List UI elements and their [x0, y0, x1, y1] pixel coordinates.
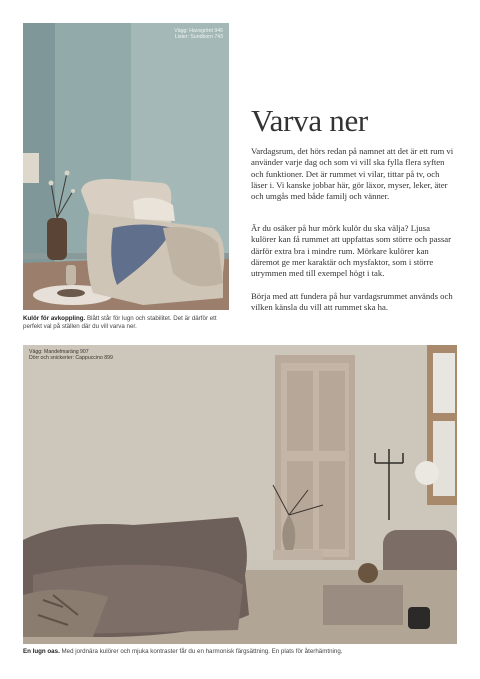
beige-room-illustration	[23, 345, 457, 644]
caption-top-text: Blått står för lugn och stabilitet. Det är därför ett perfekt val på ställen där du vill varva ner.	[23, 315, 217, 331]
page-title: Varva ner	[251, 103, 368, 138]
body-paragraph-2: Är du osäker på hur mörk kulör du ska välja? Ljusa kulörer kan få rummet att uppfattas som större och passar därför extra bra i mindre rum. Mörkare kulörer kan däremot ge mer karaktär och mysfaktor, som i större utrymmen med till exempel högt i tak.	[251, 223, 451, 279]
caption-bottom-bold: En lugn oas.	[23, 648, 60, 655]
credit-door-color: Dörr och snickerier: Cappuccino 899	[29, 355, 113, 362]
credit-wall-color: Vägg: Havsgrönt 946	[174, 28, 223, 34]
photo-credit-bottom	[29, 349, 113, 361]
caption-top	[23, 315, 233, 332]
blue-room-illustration	[23, 23, 229, 310]
living-room-photo-beige	[23, 345, 457, 644]
caption-top-bold: Kulör för avkoppling.	[23, 315, 86, 322]
photo-credit-top	[174, 28, 223, 40]
body-paragraph-1: Vardagsrum, det hörs redan på namnet att det är ett rum vi använder varje dag och som vi vill ska fylla flera syften och funktioner. Det är rummet vi vilar, tittar på tv, och läser i. Vi kanske jobbar här, gör läxor, myser, leker, äter och umgås med både familj och vänner.	[251, 146, 454, 202]
caption-bottom	[23, 648, 463, 656]
living-room-photo-blue	[23, 23, 229, 310]
credit-trim-color: Lister: Sundborn 743	[174, 34, 223, 41]
body-paragraph-3: Börja med att fundera på hur vardagsrummet används och vilken känsla du vill att rummet ska ha.	[251, 291, 453, 313]
caption-bottom-text: Med jordnära kulörer och mjuka kontraster får du en harmonisk färgsättning. En plats för återhämtning.	[59, 648, 343, 655]
credit-wall-color: Vägg: Mandelmaräng 907	[29, 349, 89, 355]
